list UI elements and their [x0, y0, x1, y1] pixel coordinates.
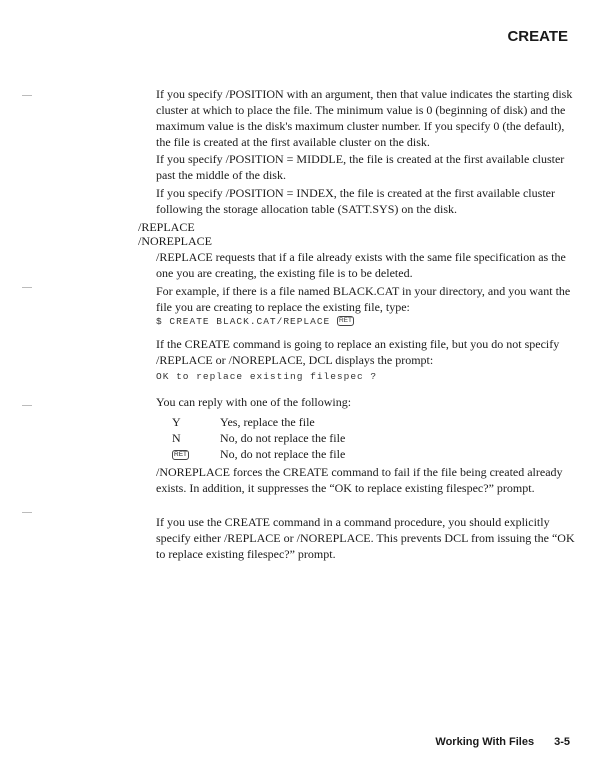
paragraph-command-procedure: If you use the CREATE command in a command procedure, you should explicitly specify either /REPLACE or /NOREPLACE. This prevents DCL from issuing the “OK to replace existing filespec?” prompt. — [156, 515, 575, 561]
margin-mark — [22, 405, 32, 406]
margin-mark — [22, 287, 32, 288]
reply-row — [172, 430, 472, 446]
reply-desc: Yes, replace the file — [220, 415, 315, 429]
prompt-text: OK to replace existing filespec ? — [156, 371, 378, 382]
code-command: $ CREATE BLACK.CAT/REPLACE — [156, 316, 331, 327]
page-footer — [435, 736, 570, 748]
reply-desc: No, do not replace the file — [220, 447, 346, 461]
paragraph-position-middle: If you specify /POSITION = MIDDLE, the file is created at the first available cluster past the middle of the disk. — [156, 152, 565, 182]
paragraph-replace-prompt: If the CREATE command is going to replace an existing file, but you do not specify /REPLACE or /NOREPLACE, DCL displays the prompt: — [156, 337, 560, 367]
margin-mark — [22, 95, 32, 96]
page-header-title: CREATE — [507, 28, 568, 45]
return-key-icon: RET — [174, 451, 187, 459]
reply-key: N — [172, 431, 181, 445]
reply-desc: No, do not replace the file — [220, 431, 346, 445]
paragraph-position-argument: If you specify /POSITION with an argument, then that value indicates the starting disk cluster at which to place the file. The minimum value is 0 (beginning of disk) and the maximum value is the disk's maximum cluster number. If you specify 0 (the default), the file is created at the first available cluster on the disk. — [156, 87, 573, 149]
paragraph-position-index: If you specify /POSITION = INDEX, the file is created at the first available cluster following the storage allocation table (SATT.SYS) on the disk. — [156, 186, 555, 216]
paragraph-replace-description: /REPLACE requests that if a file already exists with the same file specification as the one you are creating, the existing file is to be deleted. — [156, 250, 566, 280]
margin-mark — [22, 512, 32, 513]
paragraph-noreplace: /NOREPLACE forces the CREATE command to fail if the file being created already exists. In addition, it suppresses the “OK to replace existing filespec?” prompt. — [156, 465, 563, 495]
reply-key: Y — [172, 415, 181, 429]
paragraph-replace-example: For example, if there is a file named BLACK.CAT in your directory, and you want the file you are creating to replace the existing file, type: — [156, 284, 571, 314]
qualifier-replace: /REPLACE — [138, 220, 195, 234]
qualifier-noreplace: /NOREPLACE — [138, 234, 213, 248]
footer-section: Working With Files — [435, 736, 535, 748]
return-key-icon: RET — [338, 317, 352, 325]
page-number: 3-5 — [554, 736, 570, 748]
paragraph-reply-intro: You can reply with one of the following: — [156, 395, 352, 409]
reply-row — [172, 446, 472, 462]
code-example — [156, 316, 576, 327]
reply-row — [172, 414, 472, 430]
reply-table — [172, 414, 472, 462]
